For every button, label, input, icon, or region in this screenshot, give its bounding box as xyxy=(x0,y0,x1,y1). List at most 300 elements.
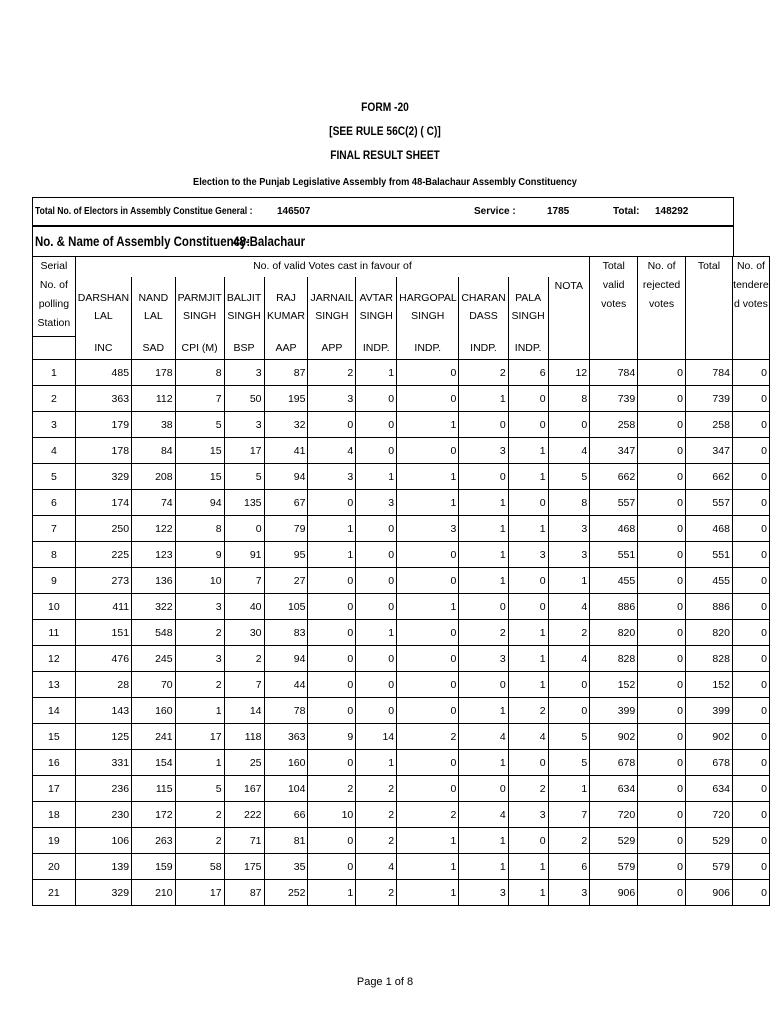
vote-cell: 3 xyxy=(356,490,397,516)
vote-cell: 4 xyxy=(356,854,397,880)
vote-cell: 0 xyxy=(397,776,459,802)
vote-cell: 35 xyxy=(264,854,308,880)
vote-cell: 104 xyxy=(264,776,308,802)
vote-cell: 195 xyxy=(264,386,308,412)
vote-cell: 4 xyxy=(548,594,590,620)
vote-cell: 105 xyxy=(264,594,308,620)
vote-cell: 7 xyxy=(548,802,590,828)
vote-cell: 1 xyxy=(356,620,397,646)
vote-cell: 44 xyxy=(264,672,308,698)
vote-cell: 0 xyxy=(732,880,769,906)
vote-cell: 0 xyxy=(308,568,356,594)
vote-cell: 2 xyxy=(175,828,224,854)
vote-cell: 3 xyxy=(308,464,356,490)
vote-cell: 720 xyxy=(590,802,638,828)
serial-cell: 3 xyxy=(33,412,76,438)
vote-cell: 0 xyxy=(638,672,686,698)
table-row xyxy=(33,542,770,568)
vote-cell: 0 xyxy=(638,776,686,802)
vote-cell: 0 xyxy=(732,776,769,802)
vote-cell: 2 xyxy=(175,672,224,698)
vote-cell: 0 xyxy=(397,698,459,724)
vote-cell: 41 xyxy=(264,438,308,464)
serial-cell: 2 xyxy=(33,386,76,412)
vote-cell: 0 xyxy=(732,802,769,828)
candidate-name: NOTA xyxy=(548,277,590,337)
vote-cell: 58 xyxy=(175,854,224,880)
vote-cell: 0 xyxy=(732,828,769,854)
vote-cell: 0 xyxy=(508,594,548,620)
vote-cell: 0 xyxy=(638,594,686,620)
vote-cell: 2 xyxy=(397,724,459,750)
party-name: INDP. xyxy=(459,337,508,360)
vote-cell: 10 xyxy=(308,802,356,828)
vote-cell: 331 xyxy=(75,750,131,776)
vote-cell: 4 xyxy=(548,646,590,672)
candidate-name: PARMJIT SINGH xyxy=(175,277,224,337)
vote-cell: 886 xyxy=(685,594,732,620)
table-row xyxy=(33,620,770,646)
vote-cell: 12 xyxy=(548,360,590,386)
vote-cell: 399 xyxy=(590,698,638,724)
vote-cell: 0 xyxy=(638,568,686,594)
electors-row xyxy=(32,197,734,227)
vote-cell: 678 xyxy=(685,750,732,776)
vote-cell: 4 xyxy=(548,438,590,464)
vote-cell: 175 xyxy=(224,854,264,880)
serial-cell: 11 xyxy=(33,620,76,646)
vote-cell: 0 xyxy=(638,698,686,724)
vote-cell: 0 xyxy=(459,464,508,490)
table-row xyxy=(33,698,770,724)
vote-cell: 0 xyxy=(356,542,397,568)
vote-cell: 9 xyxy=(308,724,356,750)
vote-cell: 0 xyxy=(638,412,686,438)
vote-cell: 4 xyxy=(459,802,508,828)
vote-cell: 263 xyxy=(132,828,176,854)
vote-cell: 1 xyxy=(508,464,548,490)
vote-cell: 0 xyxy=(356,594,397,620)
vote-cell: 3 xyxy=(308,386,356,412)
vote-cell: 2 xyxy=(356,828,397,854)
vote-cell: 0 xyxy=(308,490,356,516)
vote-cell: 27 xyxy=(264,568,308,594)
table-row xyxy=(33,464,770,490)
vote-cell: 7 xyxy=(175,386,224,412)
vote-cell: 1 xyxy=(397,412,459,438)
serial-cell: 14 xyxy=(33,698,76,724)
vote-cell: 2 xyxy=(459,360,508,386)
table-row xyxy=(33,594,770,620)
candidate-name: NAND LAL xyxy=(132,277,176,337)
vote-cell: 10 xyxy=(175,568,224,594)
vote-cell: 0 xyxy=(397,542,459,568)
vote-cell: 8 xyxy=(548,386,590,412)
vote-cell: 3 xyxy=(459,438,508,464)
vote-cell: 1 xyxy=(459,698,508,724)
vote-cell: 4 xyxy=(308,438,356,464)
vote-cell: 5 xyxy=(175,776,224,802)
table-row xyxy=(33,386,770,412)
vote-cell: 0 xyxy=(508,412,548,438)
vote-cell: 468 xyxy=(590,516,638,542)
vote-cell: 0 xyxy=(638,490,686,516)
vote-cell: 87 xyxy=(264,360,308,386)
vote-cell: 160 xyxy=(132,698,176,724)
vote-cell: 15 xyxy=(175,464,224,490)
vote-cell: 0 xyxy=(732,854,769,880)
vote-cell: 1 xyxy=(397,594,459,620)
vote-cell: 91 xyxy=(224,542,264,568)
vote-cell: 1 xyxy=(356,360,397,386)
vote-cell: 5 xyxy=(548,464,590,490)
vote-cell: 152 xyxy=(590,672,638,698)
valid-votes-header: No. of valid Votes cast in favour of xyxy=(75,257,589,277)
vote-cell: 83 xyxy=(264,620,308,646)
vote-cell: 6 xyxy=(548,854,590,880)
vote-cell: 208 xyxy=(132,464,176,490)
vote-cell: 1 xyxy=(459,854,508,880)
electors-total: 148292 xyxy=(655,206,689,217)
vote-cell: 0 xyxy=(638,802,686,828)
vote-cell: 1 xyxy=(175,698,224,724)
vote-cell: 6 xyxy=(508,360,548,386)
vote-cell: 0 xyxy=(638,724,686,750)
vote-cell: 322 xyxy=(132,594,176,620)
vote-cell: 485 xyxy=(75,360,131,386)
vote-cell: 0 xyxy=(308,672,356,698)
vote-cell: 0 xyxy=(732,724,769,750)
vote-cell: 94 xyxy=(264,464,308,490)
vote-cell: 455 xyxy=(590,568,638,594)
vote-cell: 0 xyxy=(508,828,548,854)
vote-cell: 739 xyxy=(590,386,638,412)
serial-cell: 16 xyxy=(33,750,76,776)
vote-cell: 0 xyxy=(308,594,356,620)
vote-cell: 273 xyxy=(75,568,131,594)
vote-cell: 0 xyxy=(459,594,508,620)
table-row xyxy=(33,360,770,386)
vote-cell: 0 xyxy=(356,412,397,438)
vote-cell: 0 xyxy=(732,386,769,412)
vote-cell: 662 xyxy=(590,464,638,490)
vote-cell: 179 xyxy=(75,412,131,438)
vote-cell: 0 xyxy=(397,360,459,386)
vote-cell: 820 xyxy=(590,620,638,646)
vote-cell: 0 xyxy=(638,880,686,906)
serial-cell: 13 xyxy=(33,672,76,698)
vote-cell: 94 xyxy=(175,490,224,516)
candidate-name: CHARAN DASS xyxy=(459,277,508,337)
vote-cell: 0 xyxy=(397,568,459,594)
vote-cell: 0 xyxy=(732,360,769,386)
vote-cell: 1 xyxy=(548,568,590,594)
table-row xyxy=(33,516,770,542)
vote-cell: 634 xyxy=(590,776,638,802)
serial-cell: 7 xyxy=(33,516,76,542)
vote-cell: 4 xyxy=(508,724,548,750)
vote-cell: 0 xyxy=(732,620,769,646)
vote-cell: 0 xyxy=(356,386,397,412)
vote-cell: 1 xyxy=(459,750,508,776)
vote-cell: 0 xyxy=(308,828,356,854)
vote-cell: 118 xyxy=(224,724,264,750)
vote-cell: 0 xyxy=(356,672,397,698)
vote-cell: 178 xyxy=(132,360,176,386)
vote-cell: 95 xyxy=(264,542,308,568)
vote-cell: 0 xyxy=(638,360,686,386)
vote-cell: 902 xyxy=(590,724,638,750)
vote-cell: 2 xyxy=(308,776,356,802)
vote-cell: 363 xyxy=(75,386,131,412)
table-row xyxy=(33,672,770,698)
vote-cell: 1 xyxy=(508,620,548,646)
vote-cell: 2 xyxy=(356,776,397,802)
vote-cell: 0 xyxy=(356,516,397,542)
vote-cell: 3 xyxy=(508,802,548,828)
vote-cell: 81 xyxy=(264,828,308,854)
vote-cell: 784 xyxy=(685,360,732,386)
vote-cell: 5 xyxy=(224,464,264,490)
vote-cell: 0 xyxy=(548,698,590,724)
vote-cell: 0 xyxy=(732,646,769,672)
party-name: CPI (M) xyxy=(175,337,224,360)
candidate-name: RAJ KUMAR xyxy=(264,277,308,337)
serial-cell: 8 xyxy=(33,542,76,568)
vote-cell: 0 xyxy=(356,646,397,672)
vote-cell: 557 xyxy=(590,490,638,516)
candidate-name: PALA SINGH xyxy=(508,277,548,337)
vote-cell: 136 xyxy=(132,568,176,594)
vote-cell: 230 xyxy=(75,802,131,828)
vote-cell: 0 xyxy=(638,542,686,568)
vote-cell: 3 xyxy=(548,880,590,906)
vote-cell: 70 xyxy=(132,672,176,698)
total-header: Total xyxy=(685,257,732,360)
table-row xyxy=(33,724,770,750)
vote-cell: 154 xyxy=(132,750,176,776)
vote-cell: 17 xyxy=(175,880,224,906)
vote-cell: 529 xyxy=(685,828,732,854)
vote-cell: 0 xyxy=(732,516,769,542)
vote-cell: 236 xyxy=(75,776,131,802)
vote-cell: 3 xyxy=(175,646,224,672)
vote-cell: 0 xyxy=(308,698,356,724)
vote-cell: 2 xyxy=(397,802,459,828)
vote-cell: 720 xyxy=(685,802,732,828)
vote-cell: 3 xyxy=(459,646,508,672)
vote-cell: 0 xyxy=(459,776,508,802)
vote-cell: 112 xyxy=(132,386,176,412)
vote-cell: 40 xyxy=(224,594,264,620)
vote-cell: 0 xyxy=(732,464,769,490)
vote-cell: 1 xyxy=(508,854,548,880)
serial-cell: 9 xyxy=(33,568,76,594)
vote-cell: 0 xyxy=(638,828,686,854)
result-table xyxy=(32,256,770,906)
electors-label: Total No. of Electors in Assembly Constitue General : xyxy=(35,206,253,217)
table-row xyxy=(33,750,770,776)
vote-cell: 579 xyxy=(685,854,732,880)
vote-cell: 210 xyxy=(132,880,176,906)
vote-cell: 2 xyxy=(224,646,264,672)
vote-cell: 0 xyxy=(732,412,769,438)
vote-cell: 174 xyxy=(75,490,131,516)
vote-cell: 67 xyxy=(264,490,308,516)
candidate-name: AVTAR SINGH xyxy=(356,277,397,337)
vote-cell: 139 xyxy=(75,854,131,880)
serial-header-blank xyxy=(33,337,76,360)
constituency-label: No. & Name of Assembly Constituency: xyxy=(35,233,251,249)
vote-cell: 886 xyxy=(590,594,638,620)
vote-cell: 0 xyxy=(308,854,356,880)
tendered-header: No. of tendere d votes xyxy=(732,257,769,360)
vote-cell: 1 xyxy=(175,750,224,776)
vote-cell: 634 xyxy=(685,776,732,802)
vote-cell: 5 xyxy=(548,750,590,776)
vote-cell: 579 xyxy=(590,854,638,880)
vote-cell: 0 xyxy=(548,412,590,438)
vote-cell: 455 xyxy=(685,568,732,594)
vote-cell: 2 xyxy=(175,802,224,828)
vote-cell: 160 xyxy=(264,750,308,776)
vote-cell: 258 xyxy=(590,412,638,438)
serial-cell: 15 xyxy=(33,724,76,750)
vote-cell: 399 xyxy=(685,698,732,724)
vote-cell: 258 xyxy=(685,412,732,438)
vote-cell: 1 xyxy=(459,828,508,854)
vote-cell: 828 xyxy=(590,646,638,672)
vote-cell: 250 xyxy=(75,516,131,542)
vote-cell: 17 xyxy=(175,724,224,750)
candidate-name: JARNAIL SINGH xyxy=(308,277,356,337)
vote-cell: 1 xyxy=(397,490,459,516)
vote-cell: 1 xyxy=(459,386,508,412)
vote-cell: 125 xyxy=(75,724,131,750)
vote-cell: 1 xyxy=(356,750,397,776)
party-name: INC xyxy=(75,337,131,360)
vote-cell: 0 xyxy=(638,750,686,776)
vote-cell: 0 xyxy=(397,386,459,412)
vote-cell: 329 xyxy=(75,464,131,490)
party-name: INDP. xyxy=(397,337,459,360)
vote-cell: 828 xyxy=(685,646,732,672)
vote-cell: 739 xyxy=(685,386,732,412)
vote-cell: 476 xyxy=(75,646,131,672)
vote-cell: 784 xyxy=(590,360,638,386)
vote-cell: 2 xyxy=(508,698,548,724)
table-row xyxy=(33,854,770,880)
vote-cell: 87 xyxy=(224,880,264,906)
vote-cell: 2 xyxy=(508,776,548,802)
vote-cell: 0 xyxy=(356,438,397,464)
vote-cell: 902 xyxy=(685,724,732,750)
form-rule: [SEE RULE 56C(2) ( C)] xyxy=(329,124,441,138)
vote-cell: 468 xyxy=(685,516,732,542)
vote-cell: 2 xyxy=(356,802,397,828)
vote-cell: 172 xyxy=(132,802,176,828)
vote-cell: 0 xyxy=(638,620,686,646)
page-number: Page 1 of 8 xyxy=(356,976,414,988)
total-valid-header: Total valid votes xyxy=(590,257,638,360)
vote-cell: 820 xyxy=(685,620,732,646)
vote-cell: 7 xyxy=(224,568,264,594)
serial-cell: 1 xyxy=(33,360,76,386)
vote-cell: 0 xyxy=(397,438,459,464)
vote-cell: 135 xyxy=(224,490,264,516)
vote-cell: 3 xyxy=(224,412,264,438)
vote-cell: 8 xyxy=(548,490,590,516)
constituency-name: 48-Balachaur xyxy=(233,233,306,249)
vote-cell: 2 xyxy=(356,880,397,906)
vote-cell: 71 xyxy=(224,828,264,854)
serial-header: Serial No. of polling Station xyxy=(33,257,76,337)
vote-cell: 0 xyxy=(548,672,590,698)
candidate-name: DARSHAN LAL xyxy=(75,277,131,337)
vote-cell: 3 xyxy=(548,542,590,568)
vote-cell: 5 xyxy=(548,724,590,750)
vote-cell: 115 xyxy=(132,776,176,802)
vote-cell: 1 xyxy=(397,854,459,880)
vote-cell: 25 xyxy=(224,750,264,776)
serial-cell: 5 xyxy=(33,464,76,490)
vote-cell: 1 xyxy=(397,880,459,906)
vote-cell: 1 xyxy=(459,542,508,568)
vote-cell: 178 xyxy=(75,438,131,464)
party-name: APP xyxy=(308,337,356,360)
party-name xyxy=(548,337,590,360)
serial-cell: 6 xyxy=(33,490,76,516)
vote-cell: 662 xyxy=(685,464,732,490)
vote-cell: 0 xyxy=(508,386,548,412)
party-name: SAD xyxy=(132,337,176,360)
serial-cell: 4 xyxy=(33,438,76,464)
vote-cell: 222 xyxy=(224,802,264,828)
vote-cell: 0 xyxy=(638,646,686,672)
vote-cell: 2 xyxy=(548,620,590,646)
vote-cell: 0 xyxy=(397,750,459,776)
vote-cell: 32 xyxy=(264,412,308,438)
vote-cell: 1 xyxy=(508,672,548,698)
party-name: INDP. xyxy=(508,337,548,360)
vote-cell: 14 xyxy=(224,698,264,724)
vote-cell: 1 xyxy=(459,568,508,594)
serial-cell: 17 xyxy=(33,776,76,802)
vote-cell: 0 xyxy=(638,854,686,880)
vote-cell: 551 xyxy=(685,542,732,568)
serial-cell: 18 xyxy=(33,802,76,828)
vote-cell: 151 xyxy=(75,620,131,646)
vote-cell: 9 xyxy=(175,542,224,568)
vote-cell: 2 xyxy=(548,828,590,854)
vote-cell: 152 xyxy=(685,672,732,698)
vote-cell: 557 xyxy=(685,490,732,516)
table-row xyxy=(33,490,770,516)
rejected-header: No. of rejected votes xyxy=(638,257,686,360)
candidate-name: HARGOPAL SINGH xyxy=(397,277,459,337)
party-name: AAP xyxy=(264,337,308,360)
sheet-title: FINAL RESULT SHEET xyxy=(330,148,440,162)
vote-cell: 0 xyxy=(732,542,769,568)
serial-cell: 19 xyxy=(33,828,76,854)
party-name: INDP. xyxy=(356,337,397,360)
vote-cell: 14 xyxy=(356,724,397,750)
vote-cell: 0 xyxy=(732,490,769,516)
electors-service: 1785 xyxy=(547,206,570,217)
vote-cell: 548 xyxy=(132,620,176,646)
constituency-row xyxy=(32,225,734,257)
vote-cell: 94 xyxy=(264,646,308,672)
